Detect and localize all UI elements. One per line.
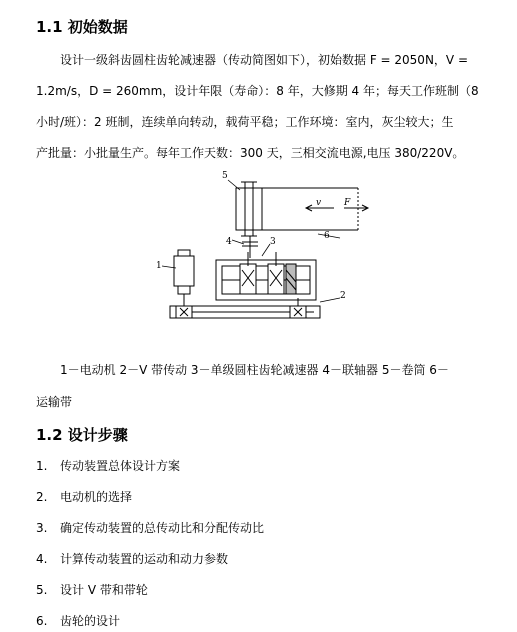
step-text: 电动机的选择 xyxy=(60,490,133,504)
conveyor-belt xyxy=(262,188,368,230)
label-velocity: v xyxy=(316,198,322,208)
step-number: 6. xyxy=(36,614,48,628)
step-text: 设计 V 带和带轮 xyxy=(60,583,148,597)
para-line-4: 产批量：小批量生产。每年工作天数：300 天，三相交流电源,电压 380/220V。 xyxy=(36,146,465,160)
reducer xyxy=(216,252,316,300)
step-number: 5. xyxy=(36,583,48,597)
step-text: 齿轮的设计 xyxy=(60,614,121,628)
label-belt: 6 xyxy=(324,231,330,241)
step-item xyxy=(36,457,180,474)
label-reducer: 3 xyxy=(270,237,276,247)
section-2-heading: 1.2 设计步骤 xyxy=(36,426,128,444)
step-text: 传动装置总体设计方案 xyxy=(60,459,181,473)
caption-line-1: 1－电动机 2－V 带传动 3－单级圆柱齿轮减速器 4－联轴器 5－卷筒 6－ xyxy=(60,363,449,377)
label-motor: 1 xyxy=(156,261,162,271)
label-force: F xyxy=(344,198,351,208)
step-text: 确定传动装置的总传动比和分配传动比 xyxy=(60,521,265,535)
motor xyxy=(174,250,194,306)
label-v-belt: 2 xyxy=(340,291,346,301)
v-belt-drive xyxy=(170,298,320,318)
section-1-heading: 1.1 初始数据 xyxy=(36,18,128,36)
label-coupling: 4 xyxy=(226,237,232,247)
coupling xyxy=(242,236,258,258)
step-number: 1. xyxy=(36,459,48,473)
para-line-3: 小时/班）：2 班制，连续单向转动，载荷平稳；工作环境：室内，灰尘较大；生 xyxy=(36,115,454,129)
step-item xyxy=(36,581,148,598)
step-item xyxy=(36,550,228,567)
para-line-1: 设计一级斜齿圆柱齿轮减速器（传动简图如下），初始数据 F = 2050N，V = xyxy=(60,53,468,67)
transmission-diagram xyxy=(150,168,370,328)
label-drum: 5 xyxy=(222,171,228,181)
step-item xyxy=(36,519,264,536)
step-item xyxy=(36,488,132,505)
step-item xyxy=(36,612,120,629)
caption-line-2: 运输带 xyxy=(36,395,73,409)
para-line-2: 1.2m/s，D = 260mm，设计年限（寿命）：8 年，大修期 4 年；每天工作班制（8 xyxy=(36,84,479,98)
step-number: 2. xyxy=(36,490,48,504)
step-text: 计算传动装置的运动和动力参数 xyxy=(60,552,229,566)
step-number: 4. xyxy=(36,552,48,566)
step-number: 3. xyxy=(36,521,48,535)
